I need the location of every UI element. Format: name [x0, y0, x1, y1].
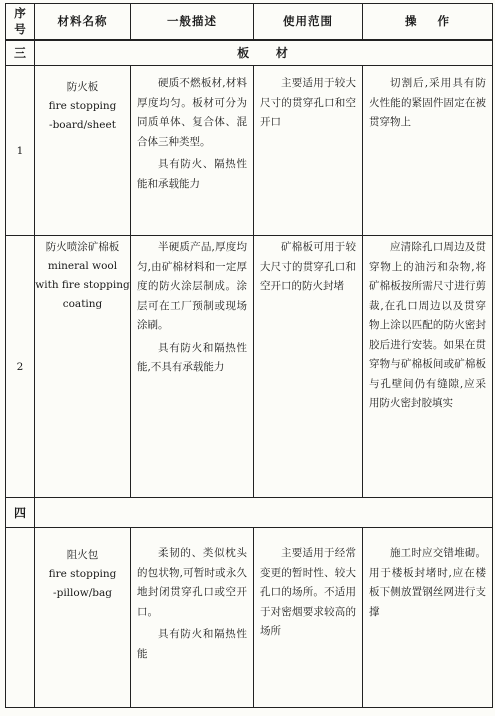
material-name-en: mineral wool — [47, 260, 118, 272]
row-number — [6, 528, 35, 708]
operation-cell — [363, 528, 493, 708]
scope-cell — [254, 66, 363, 236]
header-index: 序 号 — [6, 4, 35, 40]
header-general-description: 一般描述 — [131, 4, 254, 40]
material-name-en: with fire stopping — [35, 279, 130, 291]
scope-cell — [254, 528, 363, 708]
table-row — [6, 528, 493, 708]
description-cell — [131, 236, 254, 498]
header-row — [6, 4, 493, 40]
operation-text: 施工时应交错堆砌。用于楼板封堵时,应在楼板下侧放置钢丝网进行支撑 — [369, 547, 486, 618]
section-number: 三 — [6, 40, 35, 66]
section-number: 四 — [6, 498, 35, 528]
section-row-4 — [6, 498, 493, 528]
description-text: 具有防火、隔热性能和承载能力 — [137, 158, 247, 190]
row-number: 1 — [6, 66, 35, 236]
material-name-cell — [35, 528, 131, 708]
description-text: 具有防火和隔热性能,不具有承载能力 — [137, 341, 247, 373]
materials-table — [5, 3, 493, 708]
section-row-3 — [6, 40, 493, 66]
operation-text: 应清除孔口周边及贯穿物上的油污和杂物,将矿棉板按所需尺寸进行剪裁,在孔口周边以及贯穿物上涂以匹配的防火密封胶后进行安装。如果在贯穿物与矿棉板间或矿棉板与孔壁间仍有缝隙,应采用防火密封胶填实 — [369, 241, 486, 409]
row-number: 2 — [6, 236, 35, 498]
description-cell — [131, 528, 254, 708]
material-name-cell — [35, 236, 131, 498]
description-text: 半硬质产品,厚度均匀,由矿棉材料和一定厚度的防火涂层制成。涂层可在工厂预制或现场涂刷。 — [137, 241, 247, 331]
scope-cell — [254, 236, 363, 498]
scope-text: 主要适用于较大尺寸的贯穿孔口和空开口 — [260, 77, 356, 128]
material-name-cell — [35, 66, 131, 236]
material-name-en: fire stopping — [48, 568, 117, 580]
description-text: 硬质不燃板材,材料厚度均匀。板材可分为同质单体、复合体、混合体三种类型。 — [137, 77, 247, 148]
description-text: 柔韧的、类似枕头的包状物,可暂时或永久地封闭贯穿孔口或空开口。 — [137, 547, 247, 618]
header-material-name: 材料名称 — [35, 4, 131, 40]
material-name-en: coating — [62, 298, 103, 310]
table-row — [6, 66, 493, 236]
section-title — [35, 498, 493, 528]
scope-text: 主要适用于经常变更的暂时性、较大孔口的场所。不适用于对密烟要求较高的场所 — [260, 547, 356, 637]
header-scope-of-use: 使用范围 — [254, 4, 363, 40]
material-name-en: -board/sheet — [49, 119, 116, 131]
operation-cell — [363, 236, 493, 498]
material-name-en: fire stopping — [48, 100, 117, 112]
description-cell — [131, 66, 254, 236]
operation-cell — [363, 66, 493, 236]
section-title: 板 材 — [35, 40, 493, 66]
scope-text: 矿棉板可用于较大尺寸的贯穿孔口和空开口的防火封堵 — [260, 241, 356, 292]
operation-text: 切割后,采用具有防火性能的紧固件固定在被贯穿物上 — [369, 77, 486, 128]
material-name-cn: 防火板 — [66, 81, 99, 93]
material-name-en: -pillow/bag — [53, 587, 112, 599]
table-row — [6, 236, 493, 498]
material-name-cn: 防火喷涂矿棉板 — [45, 241, 120, 253]
header-operation: 操 作 — [363, 4, 493, 40]
description-text: 具有防火和隔热性能 — [137, 628, 247, 660]
material-name-cn: 阻火包 — [66, 549, 99, 561]
